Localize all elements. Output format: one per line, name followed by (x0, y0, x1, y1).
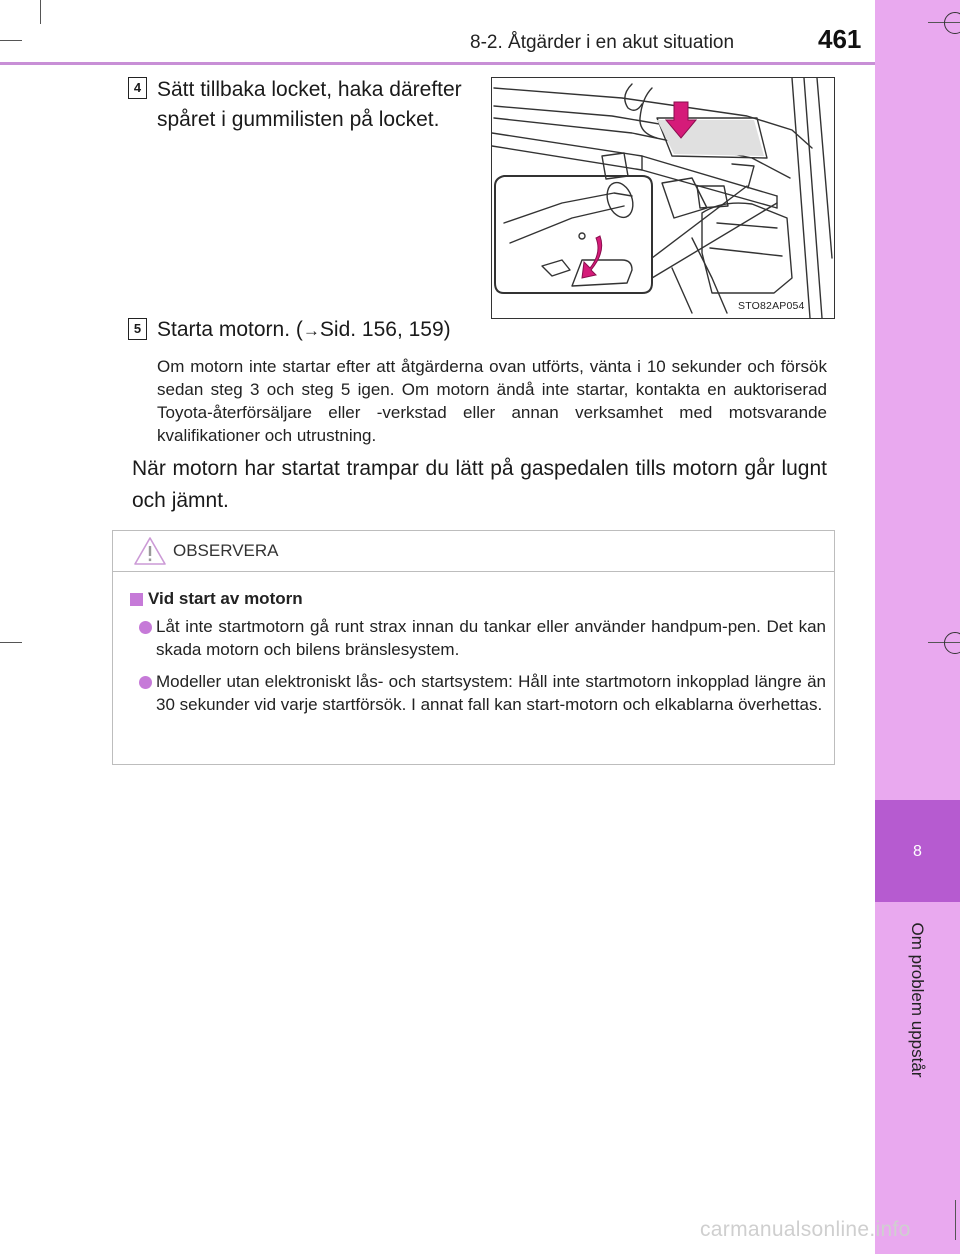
warning-triangle-icon (133, 536, 167, 566)
page-number: 461 (818, 24, 862, 54)
cover-installation-figure (491, 77, 835, 319)
crop-mark (0, 642, 22, 643)
chapter-title: Om problem uppstår (908, 922, 927, 1078)
section-title: 8-2. Åtgärder i en akut situation (470, 32, 735, 53)
side-tab-upper (875, 0, 960, 800)
chapter-number: 8 (913, 843, 922, 860)
step-5-note: Om motorn inte startar efter att åtgärderna ovan utförts, vänta i 10 sekunder och försök sedan steg 3 och steg 5 igen. Om motorn ändå inte startar, kontakta en auktoriserad Toyota-återförsäljare eller -verkstad eller annan verksamhet med motsvarande kvalifikationer och utrustning. (157, 357, 827, 445)
body-paragraph: När motorn har startat trampar du lätt på gaspedalen tills motorn går lugnt och jämnt. (132, 457, 827, 512)
circle-bullet-icon (139, 621, 152, 634)
crop-mark (0, 40, 22, 41)
warning-header (113, 531, 834, 572)
warning-item: Modeller utan elektroniskt lås- och startsystem: Håll inte startmotorn inkopplad längre än 30 sekunder vid varje startförsök. I annat fall kan start-motorn och elkablarna överhettas. (156, 672, 826, 714)
step-4-text: Sätt tillbaka locket, haka därefter spåret i gummilisten på locket. (157, 78, 462, 131)
step-4-badge: 4 (128, 77, 147, 99)
figure-code: STO82AP054 (738, 300, 805, 312)
page-reference-link[interactable]: Sid. 156, 159) (319, 318, 451, 341)
step-5-text (157, 315, 557, 346)
step-5-text-start: Starta motorn. ( (157, 318, 303, 341)
step-5-badge: 5 (128, 318, 147, 340)
crop-mark (955, 1200, 956, 1240)
crop-mark (40, 0, 41, 24)
circle-bullet-icon (139, 676, 152, 689)
watermark: carmanualsonline.info (700, 1218, 911, 1241)
arrow-icon: → (302, 321, 320, 340)
warning-section-title: Vid start av motorn (148, 589, 303, 608)
registration-mark-icon (944, 632, 960, 654)
registration-mark-icon (944, 12, 960, 34)
warning-title: OBSERVERA (173, 541, 279, 560)
header-rule (0, 62, 875, 65)
engine-bay-illustration (492, 78, 834, 318)
square-bullet-icon (130, 593, 143, 606)
warning-item: Låt inte startmotorn gå runt strax innan du tankar eller använder handpum-pen. Det kan skada motorn och bilens bränslesystem. (156, 617, 826, 659)
warning-box (112, 530, 835, 765)
